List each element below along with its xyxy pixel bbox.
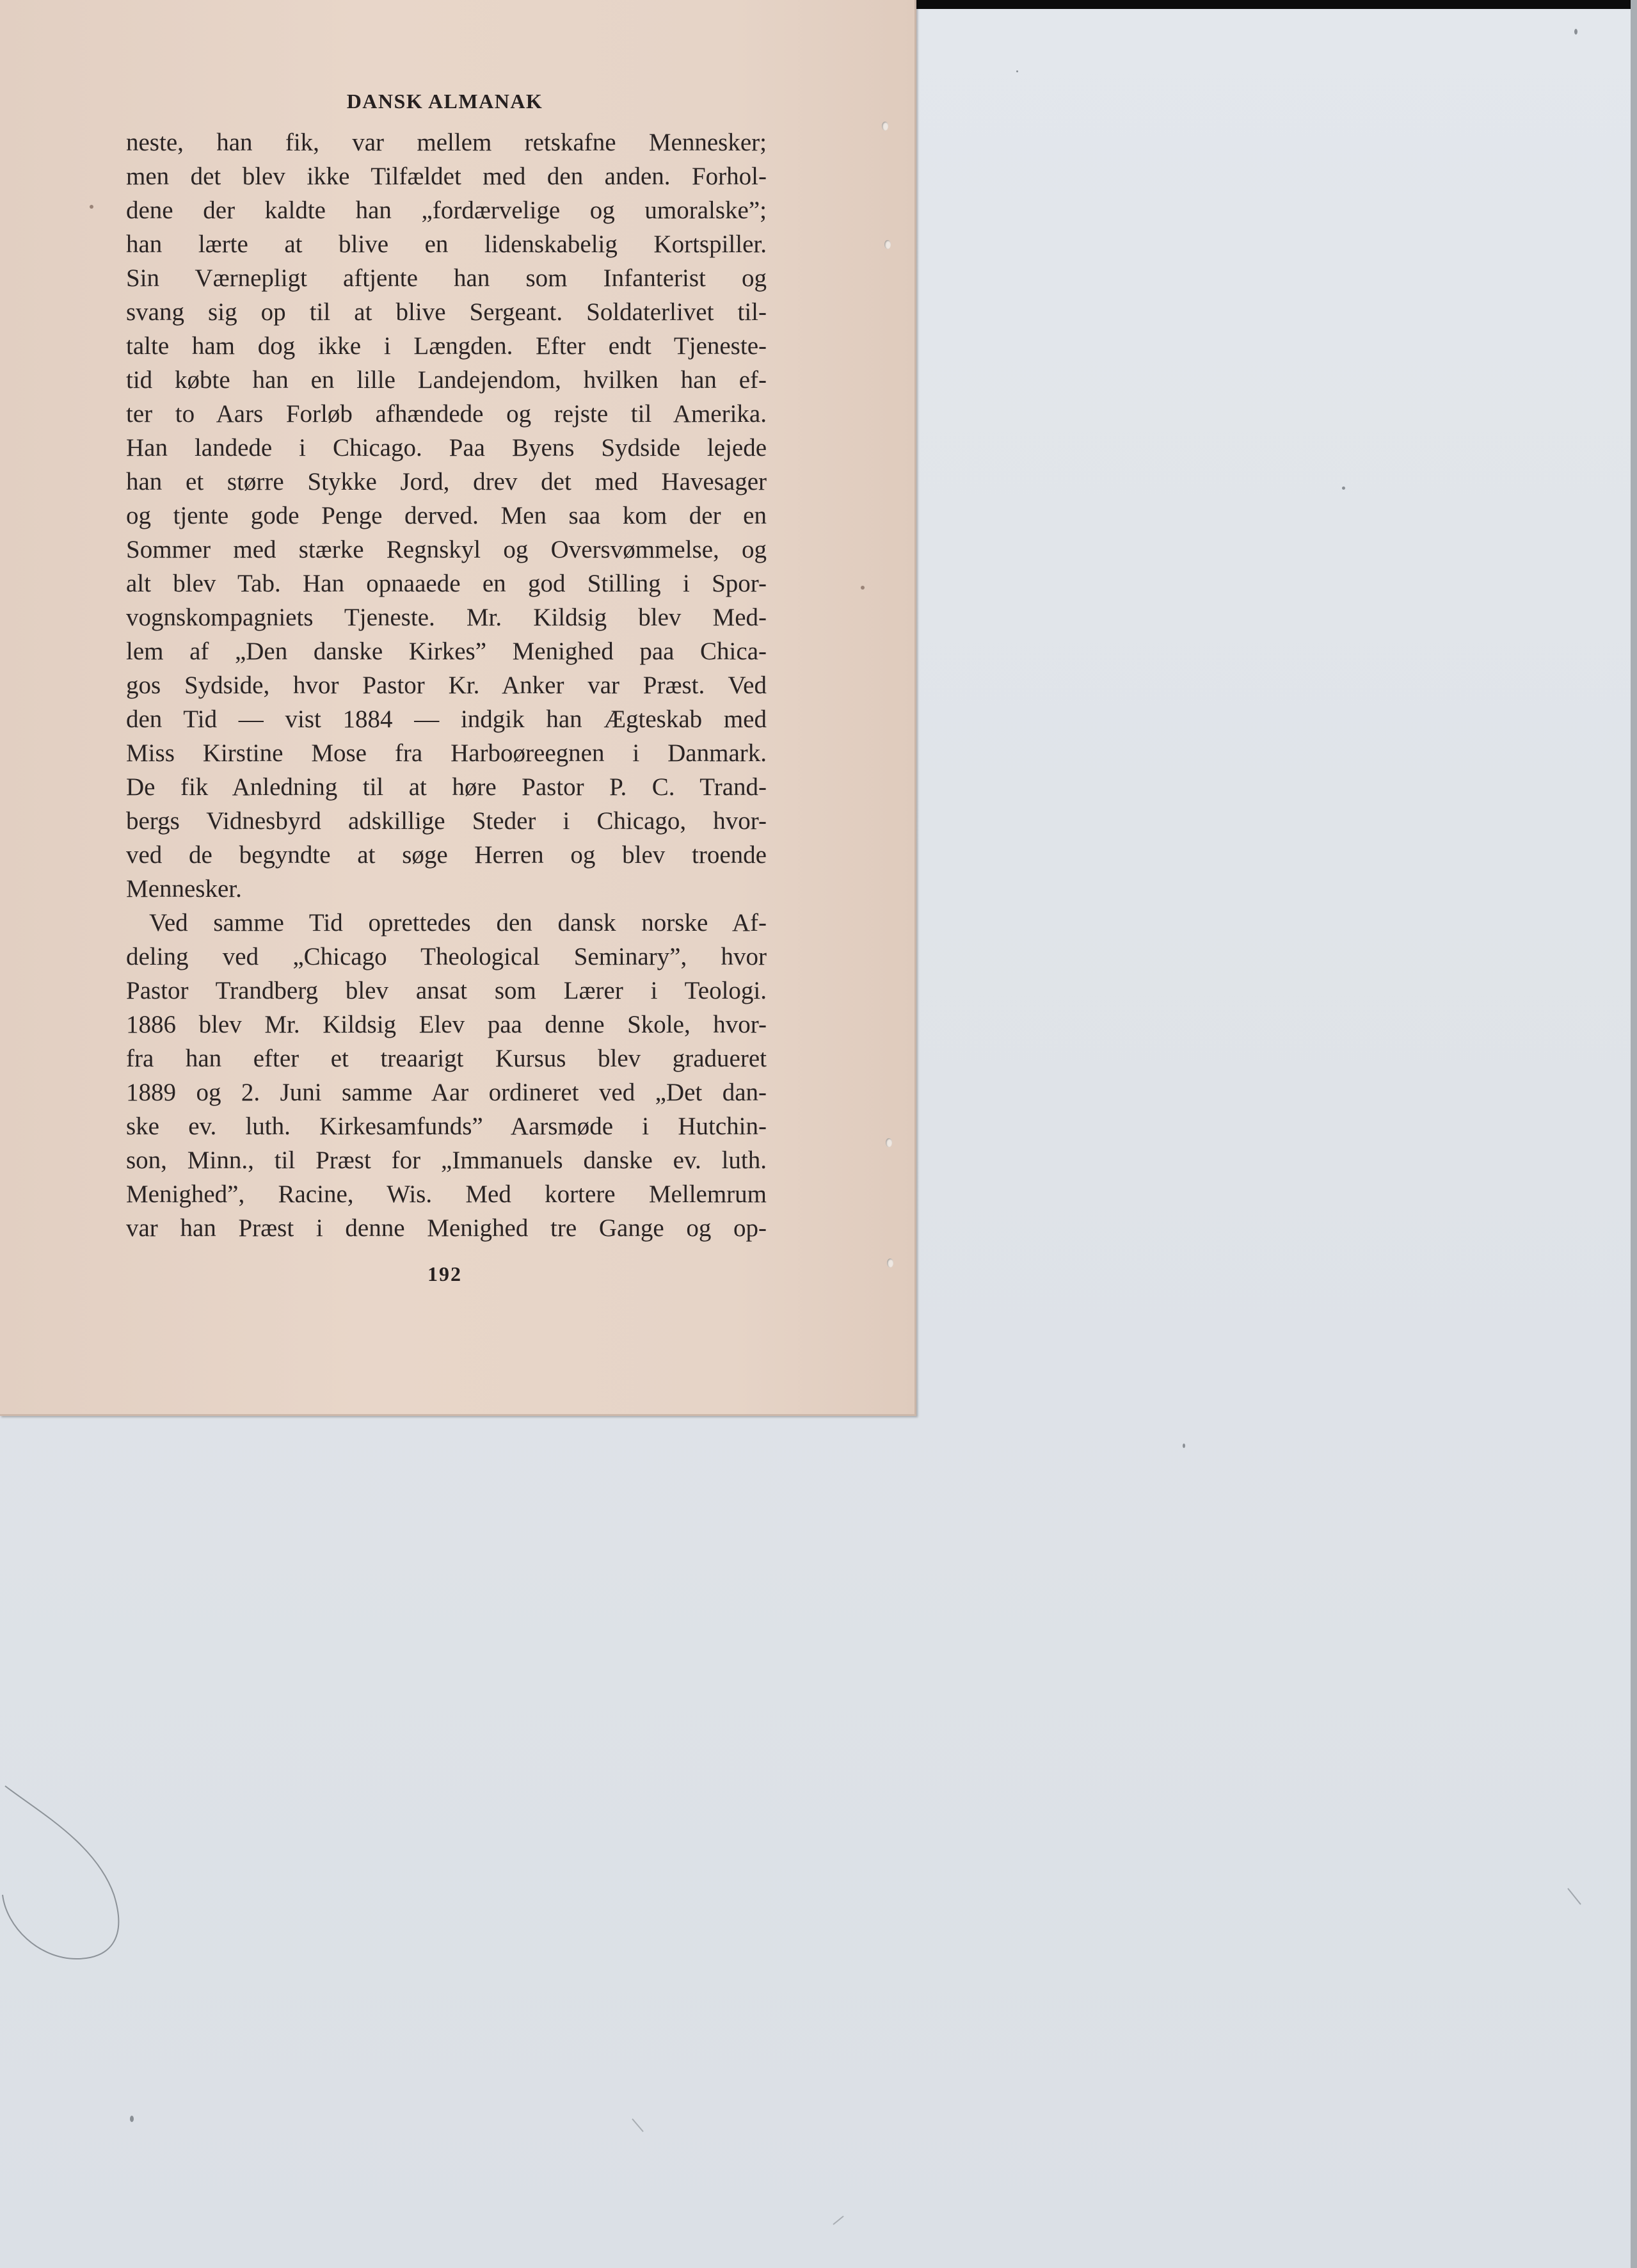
- text-line: den Tid — vist 1884 — indgik han Ægteskab med: [126, 705, 767, 733]
- text-line: ter to Aars Forløb afhændede og rejste til Amerika.: [126, 400, 767, 428]
- text-line: var han Præst i denne Menighed tre Gange og op-: [126, 1214, 767, 1242]
- text-line: bergs Vidnesbyrd adskillige Steder i Chicago, hvor-: [126, 807, 767, 835]
- text-line: han et større Stykke Jord, drev det med Havesager: [126, 468, 767, 495]
- text-line: Miss Kirstine Mose fra Harboøreegnen i Danmark.: [126, 739, 767, 767]
- text-line: Menighed”, Racine, Wis. Med kortere Mellemrum: [126, 1180, 767, 1208]
- text-line: ske ev. luth. Kirkesamfunds” Aarsmøde i Hutchin-: [126, 1113, 767, 1140]
- text-line: vognskompagniets Tjeneste. Mr. Kildsig blev Med-: [126, 604, 767, 631]
- text-line: 1889 og 2. Juni samme Aar ordineret ved „Det dan-: [126, 1079, 767, 1106]
- text-line: Sin Værnepligt aftjente han som Infanterist og: [126, 264, 767, 292]
- text-line: Pastor Trandberg blev ansat som Lærer i Teologi.: [126, 977, 767, 1004]
- text-line: fra han efter et treaarigt Kursus blev gradueret: [126, 1045, 767, 1072]
- text-line: De fik Anledning til at høre Pastor P. C. Trand-: [126, 773, 767, 801]
- text-line: Sommer med stærke Regnskyl og Oversvømmelse, og: [126, 536, 767, 563]
- text-line: 1886 blev Mr. Kildsig Elev paa denne Skole, hvor-: [126, 1011, 767, 1038]
- text-line: svang sig op til at blive Sergeant. Soldaterlivet til-: [126, 298, 767, 326]
- text-line: neste, han fik, var mellem retskafne Mennesker;: [126, 129, 767, 156]
- text-line: gos Sydside, hvor Pastor Kr. Anker var Præst. Ved: [126, 672, 767, 699]
- text-line: alt blev Tab. Han opnaaede en god Stilling i Spor-: [126, 570, 767, 597]
- page-number: 192: [427, 1262, 462, 1285]
- text-line: Han landede i Chicago. Paa Byens Sydside lejede: [126, 434, 767, 462]
- text-line: lem af „Den danske Kirkes” Menighed paa Chica-: [126, 638, 767, 665]
- scratch-mark: [833, 2216, 843, 2224]
- text-line: son, Minn., til Præst for „Immanuels danske ev. luth.: [126, 1146, 767, 1174]
- text-line: ved de begyndte at søge Herren og blev troende: [126, 841, 767, 869]
- text-line: tid købte han en lille Landejendom, hvilken han ef-: [126, 366, 767, 394]
- text-line: dene der kaldte han „fordærvelige og umoralske”;: [126, 197, 767, 224]
- text-line: talte ham dog ikke i Længden. Efter endt Tjeneste-: [126, 332, 767, 360]
- text-line: Mennesker.: [126, 875, 242, 903]
- text-line: deling ved „Chicago Theological Seminary”, hvor: [126, 943, 767, 970]
- running-head: DANSK ALMANAK: [346, 90, 543, 113]
- hair-curl-mark: [3, 1786, 118, 1959]
- text-line: men det blev ikke Tilfældet med den anden. Forhol-: [126, 163, 767, 190]
- scratch-mark: [632, 2119, 643, 2132]
- scratch-mark: [1568, 1888, 1581, 1904]
- text-line: han lærte at blive en lidenskabelig Kortspiller.: [126, 230, 767, 258]
- text-line: Ved samme Tid oprettedes den dansk norske Af-: [149, 909, 767, 937]
- text-line: og tjente gode Penge derved. Men saa kom der en: [126, 502, 767, 529]
